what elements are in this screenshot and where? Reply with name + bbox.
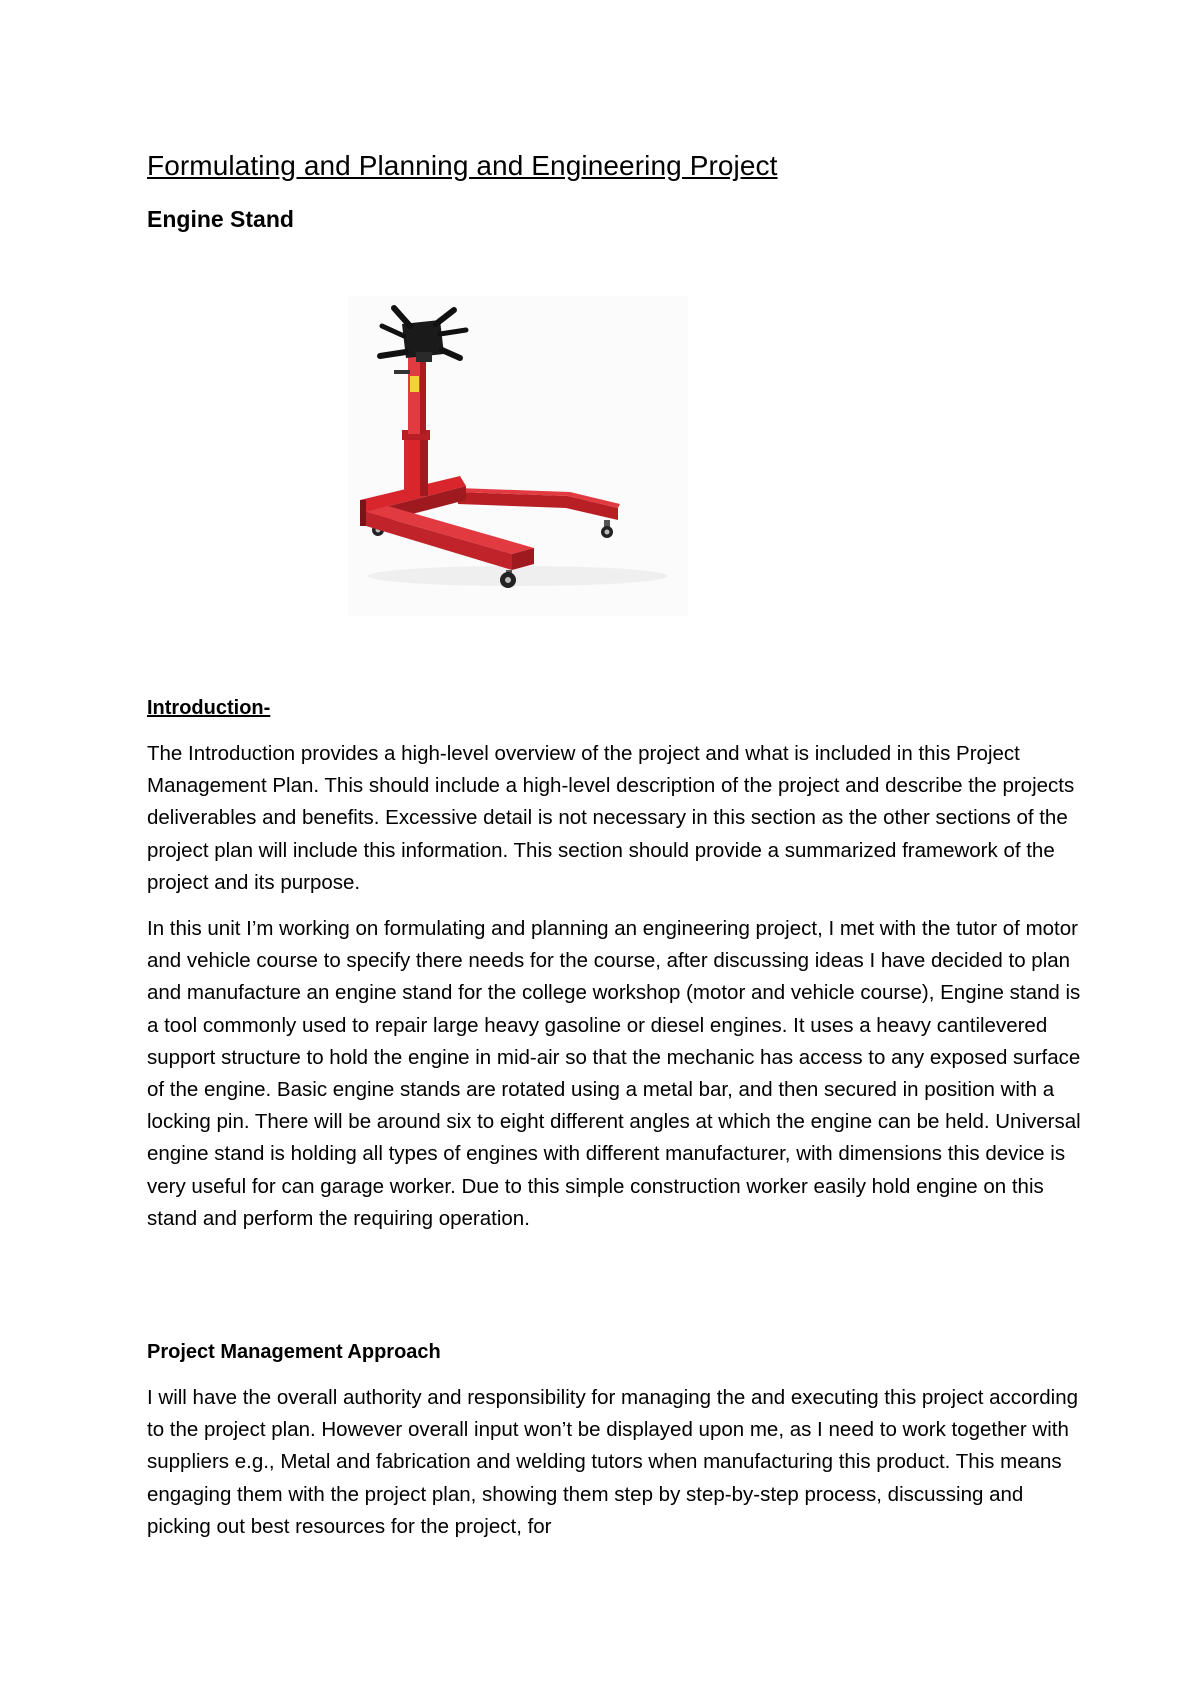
base-end-cap bbox=[360, 500, 366, 526]
vertical-post-lower-shade bbox=[420, 436, 428, 496]
vertical-post-upper-shade bbox=[420, 356, 426, 434]
rear-leg bbox=[458, 492, 618, 520]
introduction-heading: Introduction- bbox=[147, 697, 271, 719]
project-management-approach-heading: Project Management Approach bbox=[147, 1341, 441, 1363]
stand-shadow bbox=[368, 566, 668, 586]
project-management-approach-section bbox=[147, 1338, 1082, 1543]
document-subtitle: Engine Stand bbox=[147, 206, 294, 232]
mounting-arm-bottom-left bbox=[380, 352, 406, 356]
mounting-arm-top-right bbox=[436, 310, 454, 324]
front-caster-hub bbox=[505, 577, 511, 583]
introduction-paragraph-1: The Introduction provides a high-level overview of the project and what is included in this Project Management Plan. This should include a high-level description of the project and describe the projects deliverables and benefits. Excessive detail is not necessary in this section as the other sections of the project plan will include this information. This section should provide a summarized framework of the project and its purpose. bbox=[147, 742, 1075, 894]
rear-caster-hub bbox=[605, 530, 610, 535]
mounting-hub bbox=[416, 352, 432, 362]
mounting-arm-left bbox=[382, 326, 404, 336]
project-management-approach-paragraph-1: I will have the overall authority and responsibility for managing the and executing this project according to the project plan. However overall input won’t be displayed upon me, as I need to work together with suppliers e.g., Metal and fabrication and welding tutors when manufacturing this product. This means engaging them with the project plan, showing them step by step-by-step process, discussing and picking out best resources for the project, for bbox=[147, 1386, 1078, 1538]
mounting-arm-top-left bbox=[394, 308, 410, 326]
locking-pin bbox=[394, 370, 410, 374]
engine-stand-figure bbox=[348, 296, 688, 616]
introduction-section bbox=[147, 694, 1082, 1235]
document-title: Formulating and Planning and Engineering Project bbox=[147, 150, 778, 181]
engine-stand-photo-icon bbox=[348, 296, 688, 616]
post-label bbox=[410, 376, 419, 392]
title-block bbox=[147, 148, 1082, 234]
mounting-arm-right bbox=[440, 330, 466, 334]
introduction-paragraph-2: In this unit I’m working on formulating and planning an engineering project, I met with the tutor of motor and vehicle course to specify there needs for the course, after discussing ideas I have decided to plan and manufacture an engine stand for the college workshop (motor and vehicle course), Engine stand is a tool commonly used to repair large heavy gasoline or diesel engines. It uses a heavy cantilevered support structure to hold the engine in mid-air so that the mechanic has access to any exposed surface of the engine. Basic engine stands are rotated using a metal bar, and then secured in position with a locking pin. There will be around six to eight different angles at which the engine can be held. Universal engine stand is holding all types of engines with different manufacturer, with dimensions this device is very useful for can garage worker. Due to this simple construction worker easily hold engine on this stand and perform the requiring operation. bbox=[147, 917, 1081, 1230]
mounting-arm-bottom-right bbox=[442, 350, 460, 358]
